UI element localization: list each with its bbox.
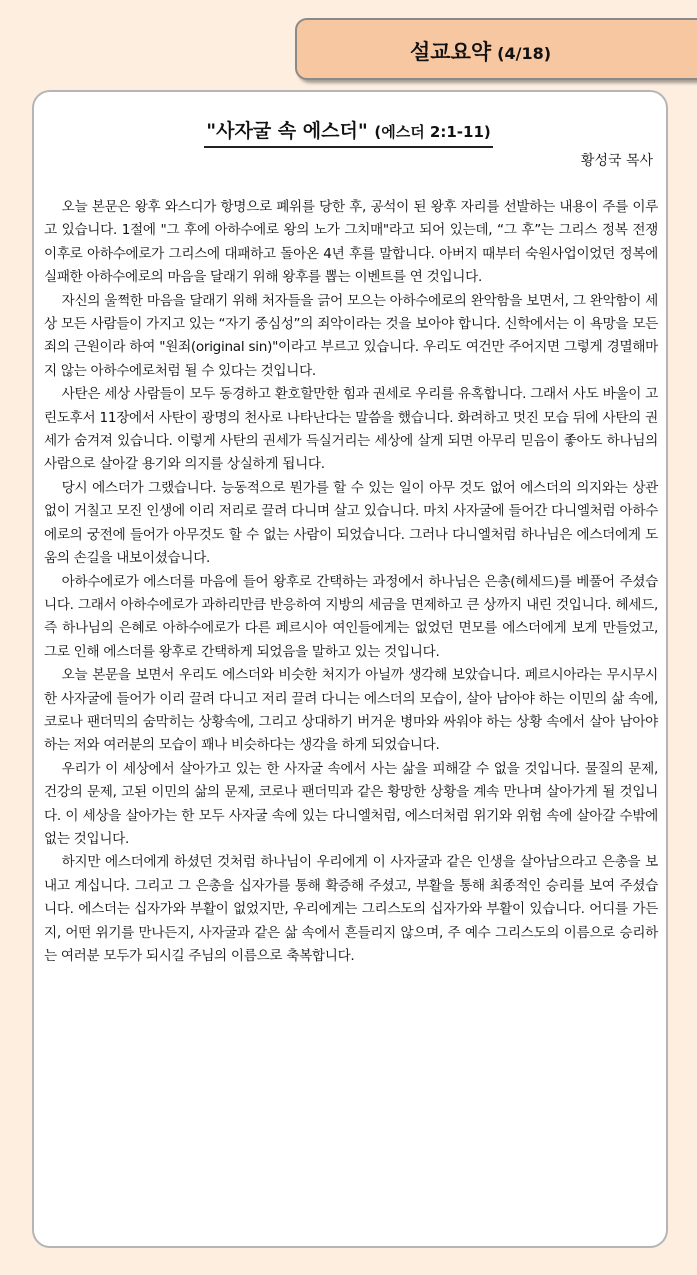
- header-date: (4/18): [497, 44, 552, 63]
- sermon-reference: (에스더 2:1-11): [374, 123, 491, 141]
- sermon-title-underline: [204, 116, 493, 148]
- header-title: [410, 36, 551, 66]
- paragraph: 당시 에스더가 그랬습니다. 능동적으로 뭔가를 할 수 있는 일이 아무 것도 없어 에스더의 의지와는 상관없이 거칠고 모진 인생에 이리 저리로 끌려 다니며 살고 있습니다. 마치 사자굴에 들어간 다니엘처럼 아하수에로의 궁전에 들어가 아무것도 할 수 없는 사람이 되었습니다. 그러나 다니엘처럼 하나님은 에스더에게 도움의 손길을 내보이셨습니다.: [44, 479, 658, 567]
- paragraph: 우리가 이 세상에서 살아가고 있는 한 사자굴 속에서 사는 삶을 피해갈 수 없을 것입니다. 물질의 문제, 건강의 문제, 고된 이민의 삶의 문제, 코로나 팬더믹과 같은 황망한 상황을 계속 만나며 살아가게 될 것입니다. 이 세상을 살아가는 한 모두 사자굴 속에 있는 다니엘처럼, 에스더처럼 위기와 위험 속에 살아갈 수밖에 없는 것입니다.: [44, 760, 658, 847]
- sermon-author: 황성국 목사: [580, 153, 653, 169]
- sermon-title-block: [0, 116, 697, 148]
- sermon-title: "사자굴 속 에스더": [206, 120, 368, 142]
- sermon-body: [44, 196, 658, 968]
- paragraph: 아하수에로가 에스더를 마음에 들어 왕후로 간택하는 과정에서 하나님은 은총(헤세드)를 베풀어 주셨습니다. 그래서 아하수에로가 과하리만큼 반응하여 지방의 세금을 면제하고 큰 상까지 내린 것입니다. 헤세드, 즉 하나님의 은혜로 아하수에로가 다른 페르시아 여인들에게는 없었던 면모를 에스더에게 보게 만들었고, 그로 인해 에스더를 왕후로 간택하게 되었음을 말하고 있는 것입니다.: [44, 573, 658, 660]
- paragraph: 하지만 에스더에게 하셨던 것처럼 하나님이 우리에게 이 사자굴과 같은 인생을 살아남으라고 은총을 보내고 계십니다. 그리고 그 은총을 십자가를 통해 확증해 주셨고, 부활을 통해 최종적인 승리를 보여 주셨습니다. 에스더는 십자가와 부활이 없었지만, 우리에게는 그리스도의 십자가와 부활이 있습니다. 어디를 가든지, 어떤 위기를 만나든지, 사자굴과 같은 삶 속에서 흔들리지 않으며, 주 예수 그리스도의 이름으로 승리하는 여러분 모두가 되시길 주님의 이름으로 축복합니다.: [44, 854, 658, 964]
- paragraph: 오늘 본문을 보면서 우리도 에스더와 비슷한 처지가 아닐까 생각해 보았습니다. 페르시아라는 무시무시한 사자굴에 들어가 이리 끌려 다니고 저리 끌려 다니는 에스더의 모습이, 살아 남아야 하는 이민의 삶 속에, 코로나 팬더믹의 숨막히는 상황속에, 그리고 상대하기 버거운 병마와 싸워야 하는 상황 속에서 살아 남아야 하는 저와 여러분의 모습이 꽤나 비슷하다는 생각을 하게 되었습니다.: [44, 667, 658, 754]
- paragraph: 오늘 본문은 왕후 와스디가 항명으로 폐위를 당한 후, 공석이 된 왕후 자리를 선발하는 내용이 주를 이루고 있습니다. 1절에 "그 후에 아하수에로 왕의 노가 그치매"라고 되어 있는데, “그 후”는 그리스 정복 전쟁 이후로 아하수에로가 그리스에 대패하고 돌아온 4년 후를 말합니다. 아버지 때부터 숙원사업이었던 정복에 실패한 아하수에로의 마음을 달래기 위해 왕후를 뽑는 이벤트를 연 것입니다.: [44, 199, 658, 286]
- paragraph: 사탄은 세상 사람들이 모두 동경하고 환호할만한 힘과 권세로 우리를 유혹합니다. 그래서 사도 바울이 고린도후서 11장에서 사탄이 광명의 천사로 나타난다는 말씀을 했습니다. 화려하고 멋진 모습 뒤에 사탄의 권세가 숨겨져 있습니다. 이렇게 사탄의 권세가 득실거리는 세상에 살게 되면 아무리 믿음이 좋아도 하나님의 사람으로 살아갈 용기와 의지를 상실하게 됩니다.: [44, 386, 658, 473]
- paragraph: 자신의 울쩍한 마음을 달래기 위해 처자들을 긁어 모으는 아하수에로의 완악함을 보면서, 그 완악함이 세상 모든 사람들이 가지고 있는 “자기 중심성”의 죄악이라는 것을 보아야 합니다. 신학에서는 이 욕망을 모든 죄의 근원이라 하여 "원죄(original sin)"이라고 부르고 있습니다. 우리도 여건만 주어지면 그렇게 경멸해마지 않는 아하수에로처럼 될 수 있다는 것입니다.: [44, 292, 658, 379]
- header-label: 설교요약: [410, 40, 492, 64]
